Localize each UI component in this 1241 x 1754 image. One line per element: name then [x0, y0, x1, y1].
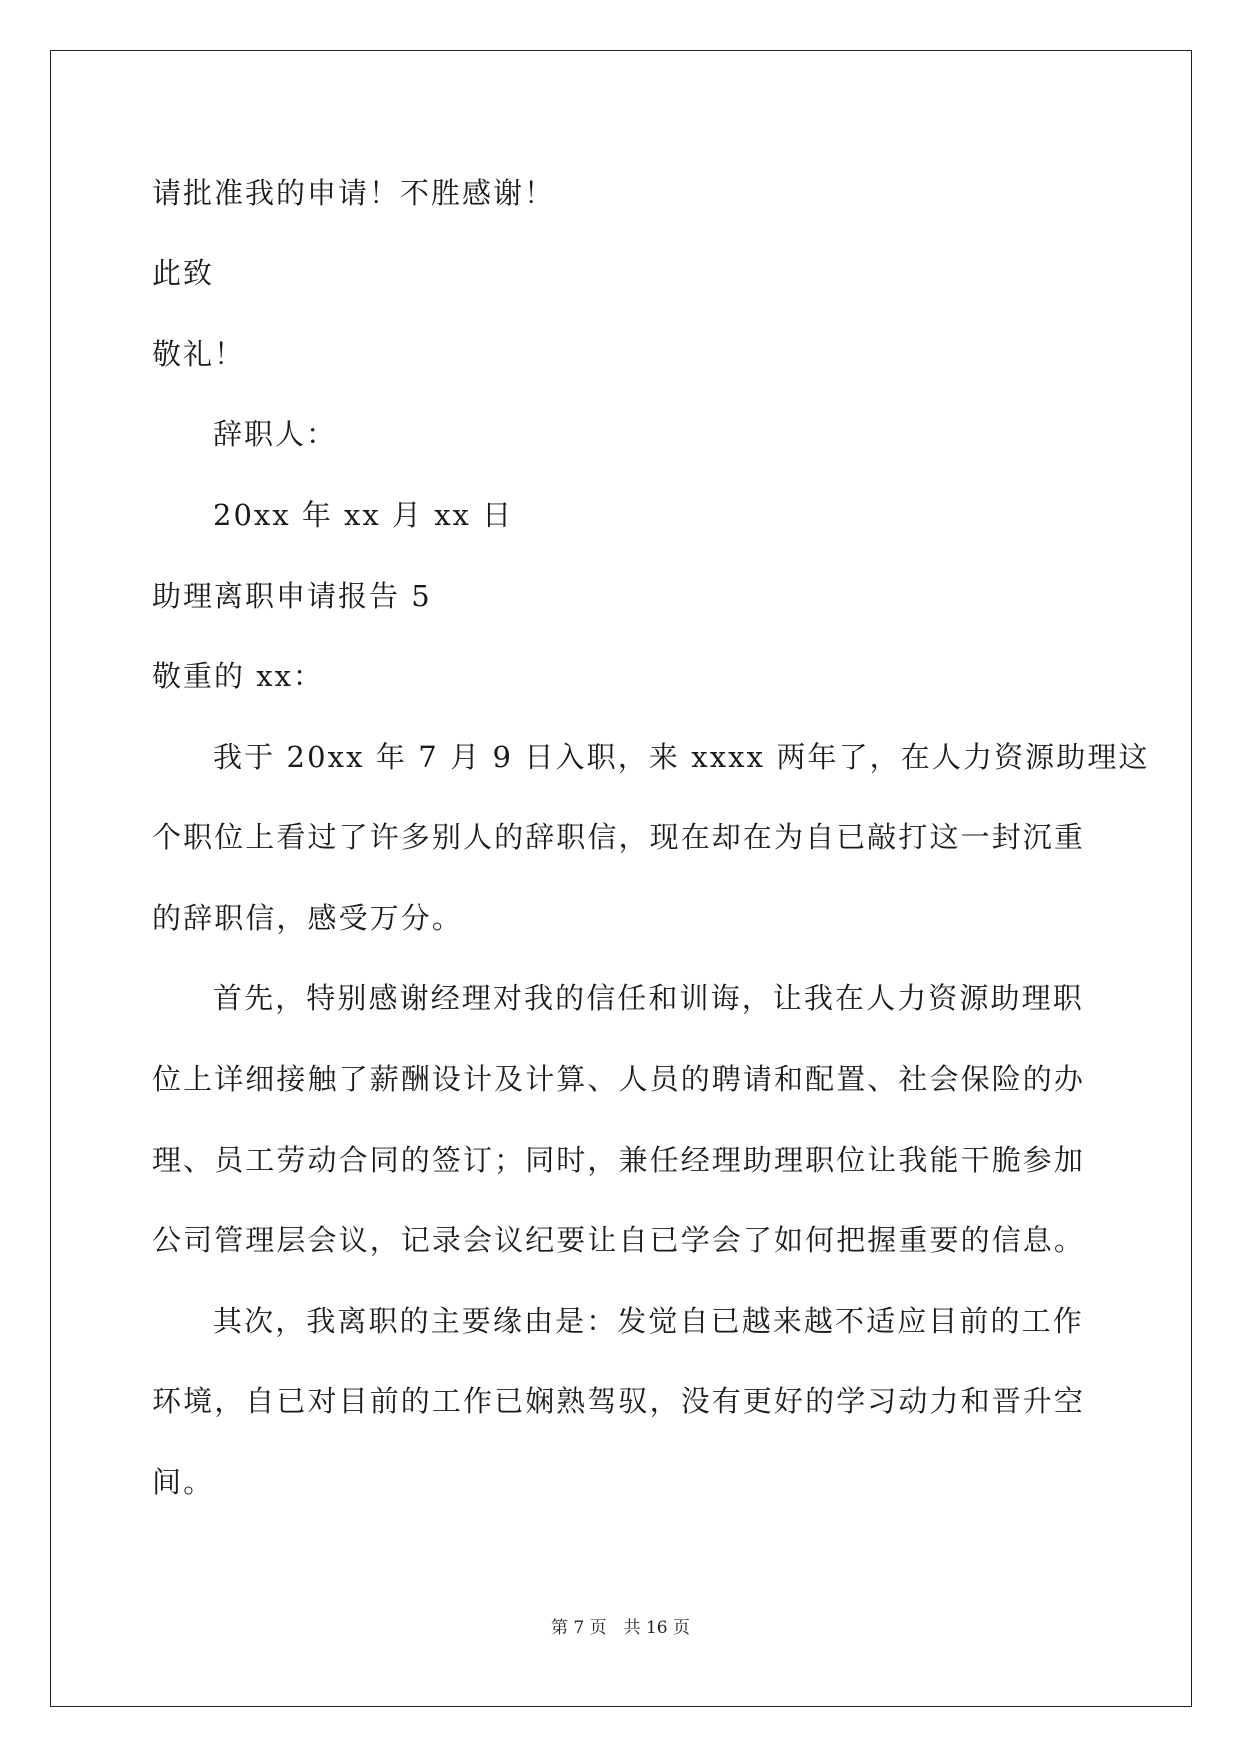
- paragraph-1-line-3: 的辞职信，感受万分。: [152, 901, 464, 935]
- page-border: [50, 50, 1192, 1707]
- closing-request-line: 请批准我的申请！不胜感谢！: [152, 176, 556, 210]
- page-number-footer: 第 7 页 共 16 页: [550, 1618, 691, 1638]
- paragraph-1-line-2: 个职位上看过了许多别人的辞职信，现在却在为自已敲打这一封沉重: [152, 820, 1086, 854]
- paragraph-2-line-3: 理、员工劳动合同的签订；同时，兼任经理助理职位让我能干脆参加: [152, 1143, 1086, 1177]
- salutation-jingli: 敬礼！: [152, 337, 246, 371]
- paragraph-3-line-3: 间。: [152, 1465, 215, 1499]
- paragraph-1-line-1: 我于 20xx 年 7 月 9 日入职，来 xxxx 两年了，在人力资源助理这: [213, 740, 1150, 774]
- signature-label: 辞职人：: [213, 417, 338, 451]
- paragraph-2-line-1: 首先，特别感谢经理对我的信任和训诲，让我在人力资源助理职: [213, 981, 1084, 1015]
- paragraph-3-line-1: 其次，我离职的主要缘由是：发觉自已越来越不适应目前的工作: [213, 1304, 1084, 1338]
- paragraph-2-line-2: 位上详细接触了薪酬设计及计算、人员的聘请和配置、社会保险的办: [152, 1062, 1086, 1096]
- paragraph-2-line-4: 公司管理层会议，记录会议纪要让自已学会了如何把握重要的信息。: [152, 1223, 1086, 1257]
- letter-greeting: 敬重的 xx：: [152, 659, 324, 693]
- salutation-cizhi: 此致: [152, 256, 215, 290]
- signature-date: 20xx 年 xx 月 xx 日: [213, 498, 514, 532]
- section-heading: 助理离职申请报告 5: [152, 579, 432, 613]
- paragraph-3-line-2: 环境，自已对目前的工作已娴熟驾驭，没有更好的学习动力和晋升空: [152, 1384, 1086, 1418]
